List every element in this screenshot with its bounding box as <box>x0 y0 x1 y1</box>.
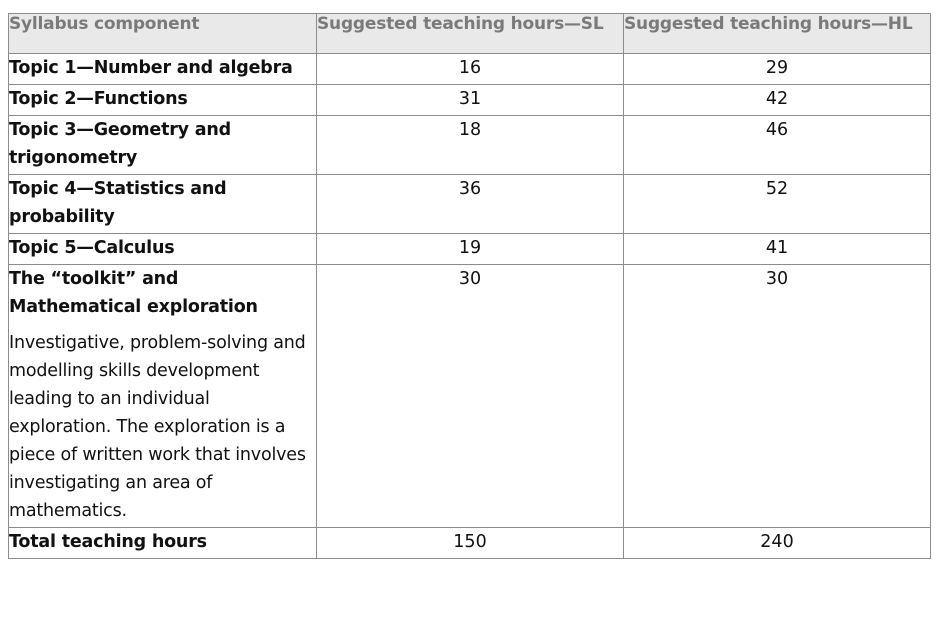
sl-hours-cell: 19 <box>317 234 624 265</box>
hl-hours-cell: 42 <box>624 85 931 116</box>
component-cell: Topic 1—Number and algebra <box>9 54 317 85</box>
table-row-total <box>9 528 931 559</box>
hl-hours-cell: 29 <box>624 54 931 85</box>
sl-hours-cell: 30 <box>317 265 624 528</box>
sl-hours-cell: 18 <box>317 116 624 175</box>
total-label-cell: Total teaching hours <box>9 528 317 559</box>
component-description: Investigative, problem-solving and modelling skills development leading to an individual exploration. The exploration is a piece of written work that involves investigating an area of mathematics. <box>9 333 306 521</box>
hl-hours-cell: 41 <box>624 234 931 265</box>
sl-hours-cell: 31 <box>317 85 624 116</box>
component-cell: Topic 3—Geometry and trigonometry <box>9 116 317 175</box>
table-row <box>9 175 931 234</box>
hl-hours-cell: 30 <box>624 265 931 528</box>
header-hours-hl: Suggested teaching hours—HL <box>624 14 931 54</box>
hl-hours-cell: 52 <box>624 175 931 234</box>
syllabus-hours-table <box>8 13 931 559</box>
component-cell: Topic 4—Statistics and probability <box>9 175 317 234</box>
header-hours-sl: Suggested teaching hours—SL <box>317 14 624 54</box>
sl-hours-cell: 16 <box>317 54 624 85</box>
table-header-row <box>9 14 931 54</box>
component-title: The “toolkit” and Mathematical exploration <box>9 269 258 317</box>
table-row <box>9 54 931 85</box>
table-row <box>9 265 931 528</box>
sl-hours-cell: 36 <box>317 175 624 234</box>
header-syllabus-component: Syllabus component <box>9 14 317 54</box>
table-row <box>9 234 931 265</box>
component-cell: Topic 5—Calculus <box>9 234 317 265</box>
hl-hours-cell: 46 <box>624 116 931 175</box>
component-cell: Topic 2—Functions <box>9 85 317 116</box>
sl-total-cell: 150 <box>317 528 624 559</box>
table-row <box>9 116 931 175</box>
table-row <box>9 85 931 116</box>
hl-total-cell: 240 <box>624 528 931 559</box>
component-cell <box>9 265 317 528</box>
